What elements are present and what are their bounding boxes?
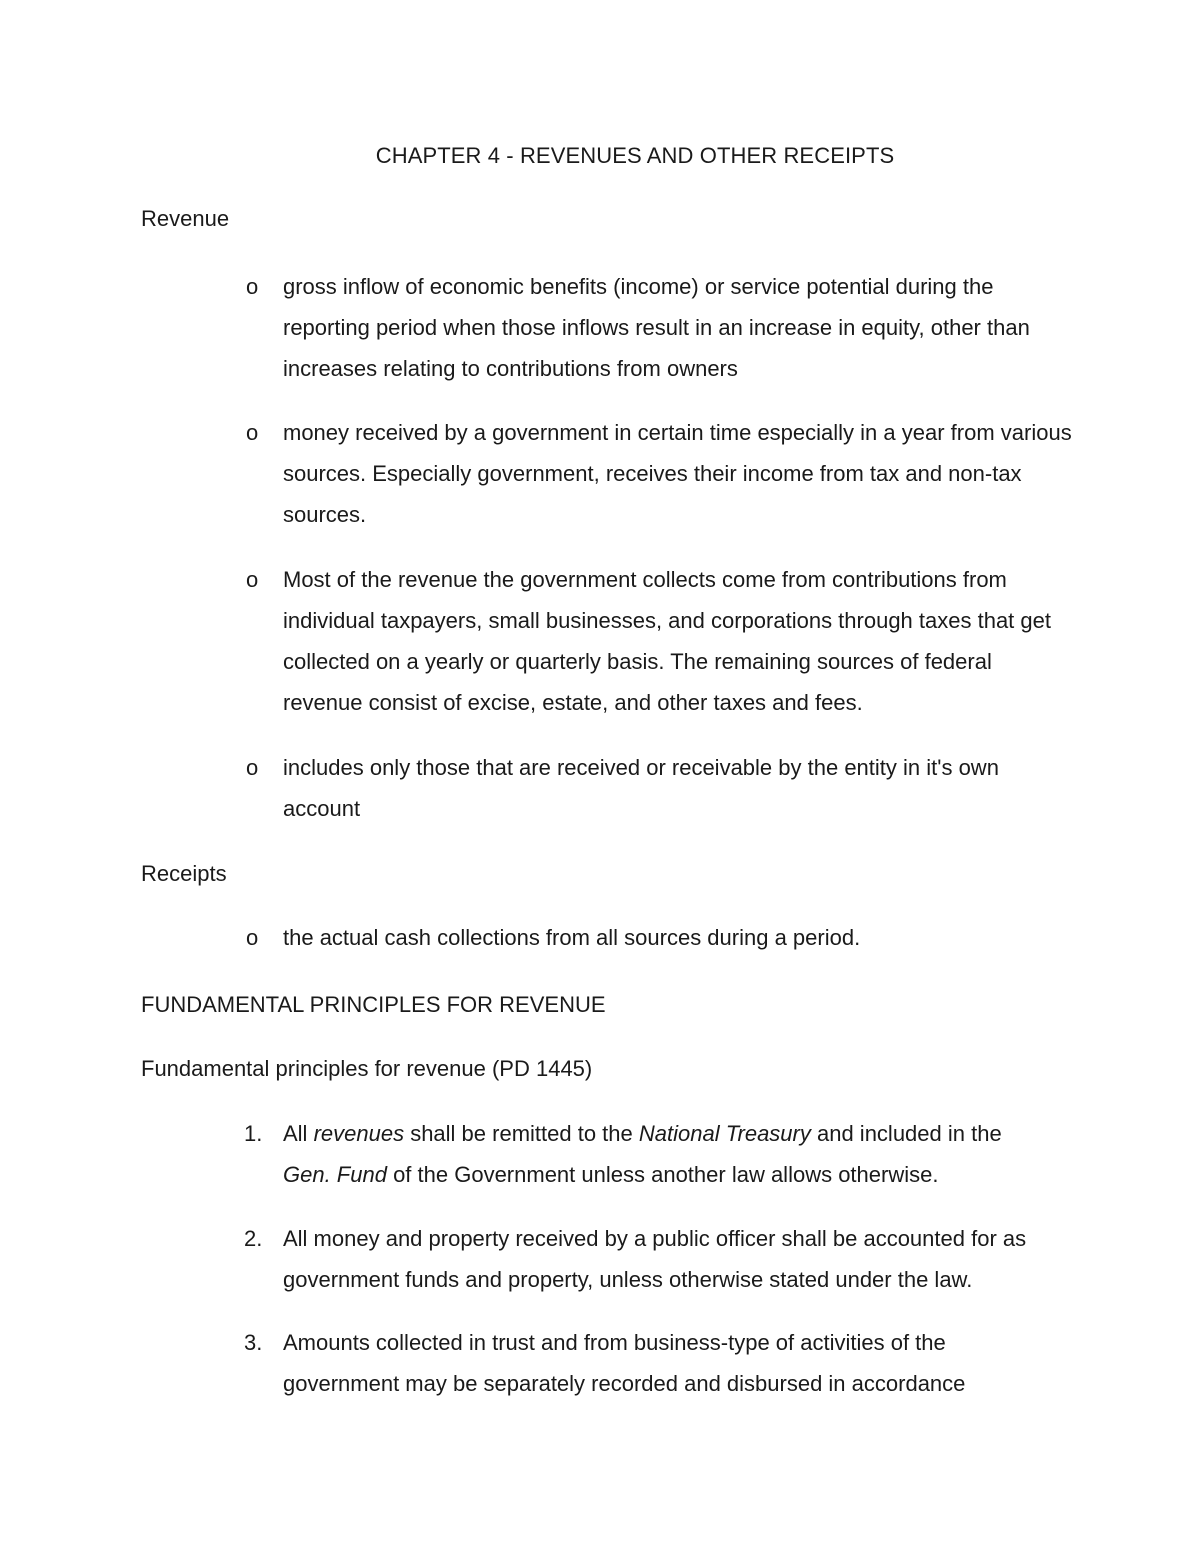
- bullet-marker: o: [246, 567, 259, 592]
- list-number: 3.: [244, 1330, 263, 1355]
- revenue-item-1: gross inflow of economic benefits (income) or service potential during the reporting period when those inflows result in an increase in equity, other than increases relating to contributions from owners: [283, 274, 1030, 381]
- bullet-marker: o: [246, 755, 259, 780]
- principle-item-1: [283, 1113, 1073, 1195]
- list-number: 1.: [244, 1121, 263, 1146]
- receipts-heading: Receipts: [141, 861, 227, 886]
- principle-item-3: Amounts collected in trust and from business-type of activities of the government may be separately recorded and disbursed in accordance: [283, 1330, 966, 1396]
- list-number: 2.: [244, 1226, 263, 1251]
- bullet-marker: o: [246, 925, 259, 950]
- italic-term: Gen. Fund: [283, 1162, 387, 1187]
- revenue-heading: Revenue: [141, 206, 230, 231]
- revenue-item-3: Most of the revenue the government collects come from contributions from individual taxpayers, small businesses, and corporations through taxes that get collected on a yearly or quarterly basis. The remaining sources of federal revenue consist of excise, estate, and other taxes and fees.: [283, 567, 1051, 715]
- principles-heading: FUNDAMENTAL PRINCIPLES FOR REVENUE: [141, 992, 606, 1017]
- revenue-item-4: includes only those that are received or receivable by the entity in it's own account: [283, 755, 999, 821]
- principle-item-2: All money and property received by a public officer shall be accounted for as government funds and property, unless otherwise stated under the law.: [283, 1226, 1027, 1292]
- italic-term: National Treasury: [638, 1121, 811, 1146]
- revenue-item-2: money received by a government in certain time especially in a year from various sources. Especially government, receives their income from tax and non-tax sources.: [283, 420, 1072, 527]
- italic-term: revenues: [313, 1121, 405, 1146]
- chapter-title: CHAPTER 4 - REVENUES AND OTHER RECEIPTS: [375, 143, 895, 168]
- text-segment: of the Government unless another law allows otherwise.: [386, 1162, 939, 1187]
- bullet-marker: o: [246, 274, 259, 299]
- text-segment: shall be remitted to the: [404, 1121, 639, 1146]
- principles-subheading: Fundamental principles for revenue (PD 1445): [141, 1056, 593, 1081]
- bullet-marker: o: [246, 420, 259, 445]
- text-segment: All: [283, 1121, 314, 1146]
- text-segment: and included in the: [810, 1121, 1002, 1146]
- receipts-item-1: the actual cash collections from all sources during a period.: [283, 925, 861, 950]
